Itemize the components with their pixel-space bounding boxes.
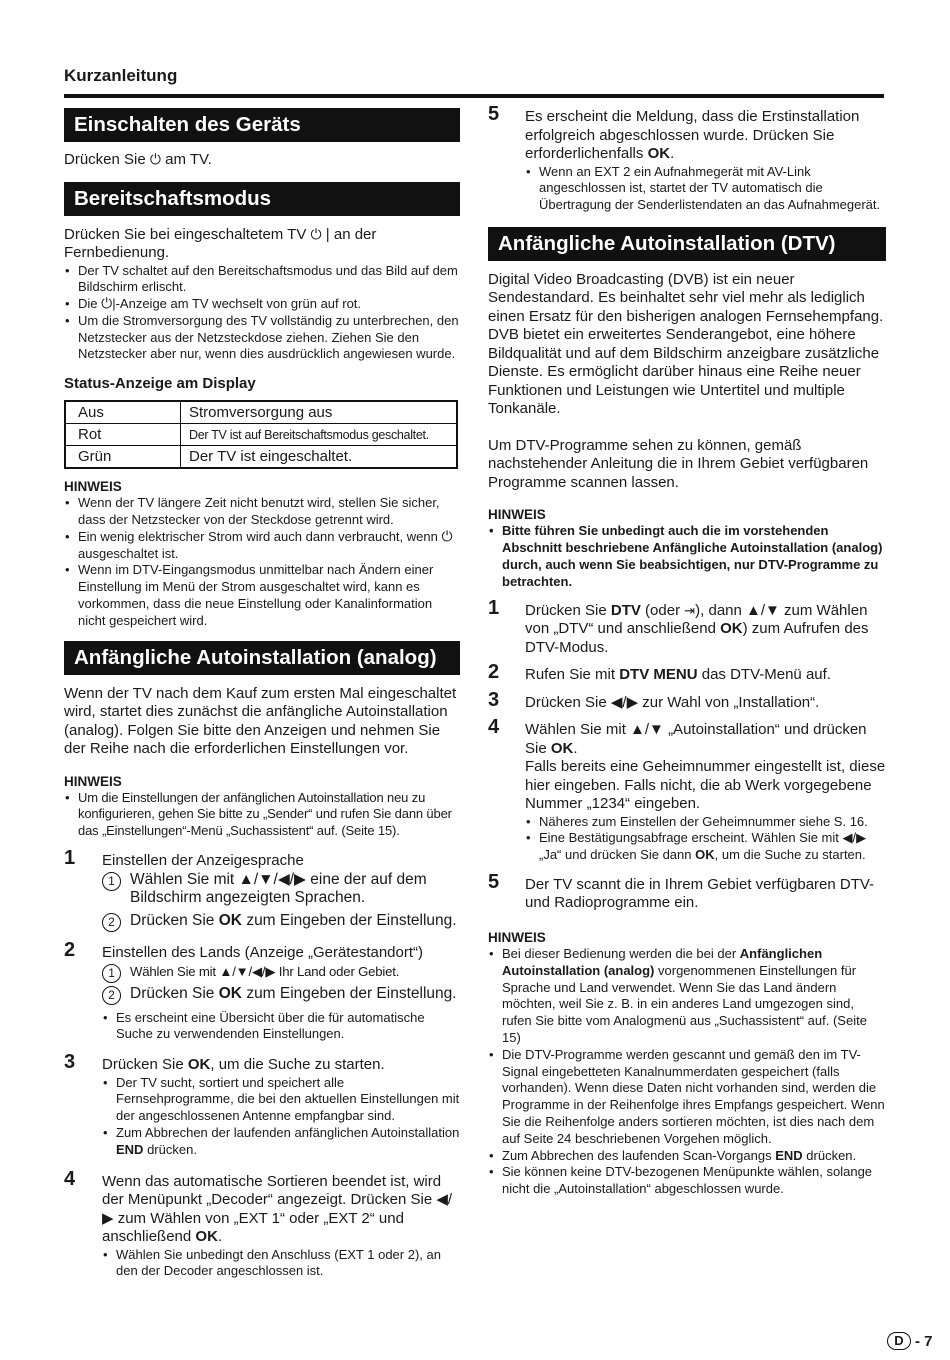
page-number: D - 7 (887, 1332, 933, 1350)
heading-einschalten: Einschalten des Geräts (64, 108, 460, 142)
analog-step-4 (64, 1167, 460, 1281)
hinweis-list (488, 946, 886, 1198)
list-item: • Eine Bestätigungsabfrage erscheint. Wählen Sie mit ◀/▶ „Ja“ und drücken Sie dann OK, um die Suche zu starten. (525, 830, 886, 864)
list-item: • Wählen Sie unbedingt den Anschluss (EXT 1 oder 2), an den der Decoder angeschlossen ist. (102, 1247, 460, 1281)
step-number: 3 (64, 1051, 76, 1074)
step-title: Einstellen der Anzeigesprache (102, 852, 304, 870)
table-cell: Grün (65, 446, 181, 469)
step-note (102, 1010, 460, 1044)
hinweis-list (64, 495, 460, 629)
left-column (64, 108, 460, 1280)
list-item: • Bei dieser Bedienung werden die bei der Anfänglichen Autoinstallation (analog) vorgenommenen Einstellungen für Sprache und Land verwendet. Wenn Sie das Land ändern möchten, weil Sie z. B. in ein anderes Land umgezogen sind, rufen Sie bitte vom Analogmenü aus „Suchassistent“ auf. (Seite 15) (488, 946, 886, 1047)
list-item: • Um die Einstellungen der anfänglichen Autoinstallation neu zu konfigurieren, gehen Sie bitte zu „Sender“ und rufen Sie dann über das „Einstellungen“-Menü „Suchassistent“ auf. (Seite 15). (64, 790, 460, 840)
power-icon: ⏻ (101, 295, 113, 312)
analog-step-5 (488, 103, 886, 214)
step-number: 4 (64, 1167, 76, 1190)
table-row (65, 446, 457, 469)
dtv-paragraph-2: Um DTV-Programme sehen zu können, gemäß nachstehender Anleitung die in Ihrem Gebiet verfügbaren Programme scannen lassen. (488, 436, 869, 491)
bereitschaft-bullets (64, 263, 460, 364)
step-number: 3 (488, 688, 500, 711)
table-cell: Der TV ist eingeschaltet. (181, 446, 458, 469)
input-icon: ⇥ (684, 602, 696, 618)
circled-number: 1 (102, 872, 121, 891)
list-item: • Der TV schaltet auf den Bereitschaftsmodus und das Bild auf dem Bildschirm erlischt. (64, 263, 460, 297)
table-row (65, 424, 457, 446)
right-column (488, 103, 886, 1198)
hinweis-label: HINWEIS (488, 507, 546, 523)
hinweis-label: HINWEIS (64, 479, 122, 495)
substep: 2 Drücken Sie OK zum Eingeben der Einstellung. (102, 985, 460, 1004)
analog-step-3 (64, 1051, 460, 1158)
status-heading: Status-Anzeige am Display (64, 375, 256, 393)
dtv-step-1 (488, 596, 886, 658)
table-cell: Stromversorgung aus (181, 401, 458, 424)
hinweis-list (64, 790, 460, 840)
step-number: 2 (488, 661, 500, 684)
step-number: 2 (64, 939, 76, 962)
step-number: 1 (64, 847, 76, 870)
list-item: • Ein wenig elektrischer Strom wird auch dann verbraucht, wenn ⏻ ausgeschaltet ist. (64, 529, 460, 563)
step-number: 5 (488, 870, 500, 893)
circled-number: 1 (102, 964, 121, 983)
step-text: Wählen Sie mit ▲/▼ „Autoinstallation“ und drücken Sie OK. (525, 721, 867, 757)
list-item: • Näheres zum Einstellen der Geheimnummer siehe S. 16. (525, 814, 886, 831)
step-text: Drücken Sie DTV (oder ⇥), dann ▲/▼ zum Wählen von „DTV“ und anschließend OK) zum Aufrufen des DTV-Modus. (525, 601, 869, 656)
list-item: • Sie können keine DTV-bezogenen Menüpunkte wählen, solange nicht die „Autoinstallation“ abgeschlossen wurde. (488, 1164, 886, 1198)
table-cell: Rot (65, 424, 181, 446)
circled-number: 2 (102, 986, 121, 1005)
dtv-step-5 (488, 870, 886, 913)
analog-step-1 (64, 847, 460, 930)
list-item: • Um die Stromversorgung des TV vollständig zu unterbrechen, den Netzstecker aus der Netzsteckdose ziehen. Ziehen Sie den Netzstecker aber nur, wenn dies ausdrücklich angewiesen wurde. (64, 313, 460, 363)
substep: 1 Wählen Sie mit ▲/▼/◀/▶ eine der auf dem Bildschirm angezeigten Sprachen. (102, 871, 460, 908)
dtv-step-4 (488, 716, 886, 864)
status-table (64, 400, 458, 469)
list-item: • Zum Abbrechen der laufenden anfänglichen Autoinstallation END drücken. (102, 1125, 460, 1159)
step-bullets (102, 1247, 460, 1281)
einschalten-text: Drücken Sie ⏻ am TV. (64, 151, 212, 168)
dtv-paragraph-1: Digital Video Broadcasting (DVB) ist ein neuer Sendestandard. Es beinhaltet sehr viel mehr als lediglich einen Ersatz für den bisherigen analogen Fernsehempfang. DVB bietet ein erweitertes Senderangebot, eine höhere Bildqualität und auf dem Bildschirm anzeigbare zusätzliche Dienste. Es ermöglicht darüber hinaus eine Reihe neuer Funktionen und Leistungen wie Untertitel und multiple Tonkanäle. (488, 270, 884, 418)
step-title: Wenn das automatische Sortieren beendet ist, wird der Menüpunkt „Decoder“ angezeigt. Drücken Sie ◀/▶ zum Wählen von „EXT 1“ oder „EXT 2“ und anschließend OK. (102, 1172, 453, 1246)
heading-dtv: Anfängliche Autoinstallation (DTV) (488, 227, 886, 261)
list-item: • Der TV sucht, sortiert und speichert alle Fernsehprogramme, die bei den aktuellen Einstellungen mit der angeschlossenen Antenne empfangbar sind. (102, 1075, 460, 1125)
power-icon: ⏻ (149, 151, 161, 167)
list-item: • Wenn im DTV-Eingangsmodus unmittelbar nach Ändern einer Einstellung im Menü der Strom ausgeschaltet wird, kann es vorkommen, dass die neue Einstellung oder Kanalinformation nicht gespeichert wird. (64, 562, 460, 629)
bereitschaft-intro: Drücken Sie bei eingeschaltetem TV ⏻ | an der Fernbedienung. (64, 225, 377, 261)
list-item: • Zum Abbrechen des laufenden Scan-Vorgangs END drücken. (488, 1148, 886, 1165)
heading-analog: Anfängliche Autoinstallation (analog) (64, 641, 460, 675)
step-title: Einstellen des Lands (Anzeige „Gerätestandort“) (102, 944, 424, 962)
power-icon: ⏻ (310, 225, 322, 242)
substep: 1 Wählen Sie mit ▲/▼/◀/▶ Ihr Land oder Gebiet. (102, 963, 460, 982)
step-number: 4 (488, 716, 500, 739)
dtv-step-2 (488, 661, 886, 685)
step-text: Der TV scannt die in Ihrem Gebiet verfügbaren DTV- und Radioprogramme ein. (525, 875, 875, 912)
substep: 2 Drücken Sie OK zum Eingeben der Einstellung. (102, 912, 460, 931)
heading-bereitschaft: Bereitschaftsmodus (64, 182, 460, 216)
page-letter: D (887, 1332, 911, 1350)
step-title: Es erscheint die Meldung, dass die Erstinstallation erfolgreich abgeschlossen wurde. Drücken Sie erforderlichenfalls OK. (525, 108, 860, 162)
table-row (65, 401, 457, 424)
step-number: 1 (488, 596, 500, 619)
top-rule (64, 94, 884, 98)
analog-intro: Wenn der TV nach dem Kauf zum ersten Mal eingeschaltet wird, startet dies zunächst die anfängliche Autoinstallation (analog). Folgen Sie bitte den Anzeigen und nehmen Sie der Reihe nach die erforderlichen Einstellungen vor. (64, 684, 457, 758)
analog-step-2 (64, 939, 460, 1043)
circled-number: 2 (102, 913, 121, 932)
step-text: Falls bereits eine Geheimnummer eingestellt ist, diese hier eingeben. Falls nicht, die ab Werk vorgegebene Nummer „1234“ eingeben. (525, 758, 886, 813)
list-item: • Wenn der TV längere Zeit nicht benutzt wird, stellen Sie sicher, dass der Netzstecker von der Steckdose getrennt wird. (64, 495, 460, 529)
table-cell: Der TV ist auf Bereitschaftsmodus geschaltet. (181, 424, 458, 446)
list-item: • Wenn an EXT 2 ein Aufnahmegerät mit AV-Link angeschlossen ist, startet der TV automatisch die Übertragung der Senderlistendaten an das Aufnahmegerät. (525, 164, 886, 214)
hinweis-list (488, 523, 886, 590)
step-bullets (102, 1075, 460, 1159)
step-number: 5 (488, 103, 500, 125)
table-cell: Aus (65, 401, 181, 424)
hinweis-label: HINWEIS (488, 929, 546, 945)
power-icon: ⏻ (441, 527, 453, 544)
step-bullets (525, 164, 886, 214)
dtv-step-3 (488, 688, 886, 713)
list-item: • Es erscheint eine Übersicht über die für automatische Suche zu verwendenden Einstellungen. (102, 1010, 460, 1044)
section-header: Kurzanleitung (64, 66, 178, 85)
list-item: • Die ⏻|-Anzeige am TV wechselt von grün auf rot. (64, 296, 460, 313)
hinweis-label: HINWEIS (64, 773, 122, 789)
step-text: Drücken Sie ◀/▶ zur Wahl von „Installation“. (525, 693, 820, 711)
step-text: Rufen Sie mit DTV MENU das DTV-Menü auf. (525, 666, 831, 684)
list-item: • Die DTV-Programme werden gescannt und gemäß den im TV-Signal eingebetteten Kanalnummerdaten gespeichert (falls vorhanden). Wenn diese Daten nicht vorhanden sind, werden die Programme in der Reihenfolge ihres Empfangs gespeichert. Wenn Sie die Reihenfolge anders sortieren möchten, ist dies nach dem auf Seite 24 beschriebenen Vorgehen möglich. (488, 1047, 886, 1148)
list-item: • Bitte führen Sie unbedingt auch die im vorstehenden Abschnitt beschriebene Anfängliche Autoinstallation (analog) durch, auch wenn Sie beabsichtigen, nur DTV-Programme zu betrachten. (488, 523, 886, 590)
step-title: Drücken Sie OK, um die Suche zu starten. (102, 1056, 385, 1074)
step-bullets (525, 814, 886, 864)
